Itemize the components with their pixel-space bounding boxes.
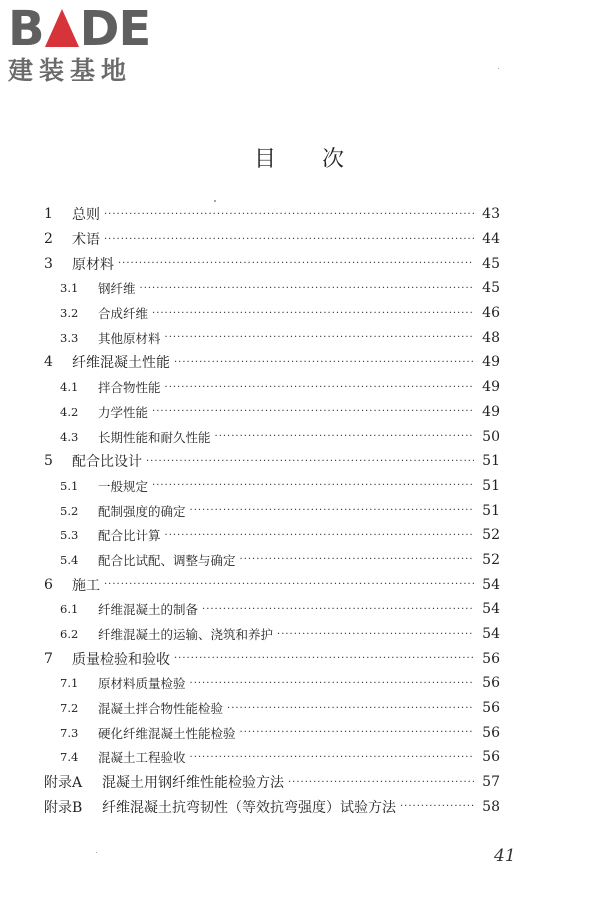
toc-entry: [44, 745, 500, 770]
dot-leader: [400, 801, 474, 812]
toc-entry-title: 配合比计算: [98, 528, 161, 544]
toc-entry: [44, 202, 500, 227]
toc-entry-number: 3.2: [60, 306, 79, 321]
toc-entry-page: 57: [482, 774, 500, 791]
toc-entry: [44, 424, 500, 449]
toc-entry-title: 原材料质量检验: [98, 676, 186, 692]
toc-entry: [44, 325, 500, 350]
toc-entry-page: 44: [482, 231, 500, 248]
dot-leader: [104, 234, 474, 245]
toc-entry-title: 混凝土用钢纤维性能检验方法: [102, 775, 284, 792]
toc-entry-title: 拌合物性能: [98, 380, 161, 396]
toc-entry: [44, 276, 500, 301]
dot-leader: [165, 530, 474, 541]
toc-entry-number: 2: [44, 231, 53, 248]
toc-entry-title: 配制强度的确定: [98, 503, 186, 519]
toc-entry-title: 长期性能和耐久性能: [98, 429, 211, 445]
toc-entry-number: 1: [44, 206, 53, 223]
dot-leader: [190, 678, 474, 689]
toc-entry-number: 7.4: [60, 750, 79, 765]
dot-leader: [190, 505, 474, 516]
toc-entry-number: 4: [44, 354, 53, 371]
page-title: [0, 142, 600, 173]
toc-entry-page: 56: [482, 724, 500, 741]
toc-entry: [44, 572, 500, 597]
toc-entry-page: 54: [482, 626, 500, 643]
toc-entry-number: 4.2: [60, 404, 79, 419]
toc-entry-page: 46: [482, 305, 500, 322]
toc-entry-title: 力学性能: [98, 404, 149, 420]
page-number: 41: [494, 846, 516, 866]
toc-entry-number: 5.2: [60, 503, 79, 518]
dot-leader: [165, 382, 474, 393]
toc-entry-page: 56: [482, 749, 500, 766]
toc-entry-number: 6: [44, 576, 53, 593]
toc-entry: [44, 227, 500, 252]
toc-entry: [44, 523, 500, 548]
bade-logo: [8, 1, 178, 86]
toc-entry-number: 7.1: [60, 676, 79, 691]
toc-entry-number: 3: [44, 255, 53, 272]
dot-leader: [104, 209, 474, 220]
toc-entry-number: 6.1: [60, 602, 79, 617]
scan-speck: [96, 852, 97, 853]
toc-entry-number: 7: [44, 650, 53, 667]
toc-entry: [44, 449, 500, 474]
toc-entry-page: 45: [482, 280, 500, 297]
dot-leader: [165, 332, 474, 343]
toc-entry-page: 48: [482, 329, 500, 346]
toc-entry: [44, 671, 500, 696]
dot-leader: [152, 308, 474, 319]
toc-entry-page: 49: [482, 379, 500, 396]
toc-entry-number: 5.1: [60, 478, 79, 493]
dot-leader: [288, 777, 474, 788]
toc-entry-number: 7.2: [60, 701, 79, 716]
toc-entry-page: 52: [482, 551, 500, 568]
toc-entry: [44, 251, 500, 276]
toc-entry: [44, 474, 500, 499]
toc-entry-title: 配合比试配、调整与确定: [98, 552, 236, 568]
toc-entry-title: 合成纤维: [98, 306, 149, 322]
logo-letters-de: DE: [79, 1, 151, 57]
dot-leader: [174, 357, 474, 368]
toc-entry-page: 54: [482, 576, 500, 593]
toc-entry-page: 43: [482, 206, 500, 223]
dot-leader: [152, 480, 474, 491]
toc-entry-title: 混凝土工程验收: [98, 750, 186, 766]
logo-wordmark: [8, 1, 178, 57]
toc-entry-title: 配合比设计: [72, 454, 142, 471]
dot-leader: [104, 579, 474, 590]
toc-entry: [44, 301, 500, 326]
toc-entry-number: 5.4: [60, 552, 79, 567]
dot-leader: [240, 554, 474, 565]
toc-entry-title: 纤维混凝土的制备: [98, 602, 199, 618]
logo-triangle-icon: [45, 9, 79, 47]
dot-leader: [190, 752, 474, 763]
scan-speck: [214, 200, 216, 202]
dot-leader: [174, 653, 474, 664]
toc-entry-title: 施工: [72, 577, 100, 594]
toc-entry-page: 49: [482, 403, 500, 420]
toc-entry-number: 3.1: [60, 281, 79, 296]
toc-entry: [44, 548, 500, 573]
toc-entry-number: 附录A: [44, 775, 83, 792]
scan-speck: [498, 68, 499, 69]
dot-leader: [240, 727, 474, 738]
toc-entry-title: 其他原材料: [98, 330, 161, 346]
toc-entry-title: 总则: [72, 207, 100, 224]
toc-entry-title: 纤维混凝土抗弯韧性（等效抗弯强度）试验方法: [102, 799, 396, 816]
toc-entry-title: 钢纤维: [98, 281, 136, 297]
toc-entry: [44, 646, 500, 671]
toc-entry: [44, 498, 500, 523]
toc-entry-page: 52: [482, 527, 500, 544]
toc-entry: [44, 400, 500, 425]
title-char-1: 目: [253, 147, 278, 172]
toc-entry: [44, 597, 500, 622]
dot-leader: [140, 283, 474, 294]
toc-entry-number: 6.2: [60, 627, 79, 642]
toc-entry-number: 3.3: [60, 330, 79, 345]
toc-entry-page: 51: [482, 453, 500, 470]
logo-letter-b: B: [8, 1, 44, 57]
toc-entry-title: 质量检验和验收: [72, 651, 170, 668]
table-of-contents: [44, 202, 500, 819]
dot-leader: [215, 431, 474, 442]
logo-subtitle: 建装基地: [8, 56, 133, 85]
toc-entry: [44, 770, 500, 795]
toc-entry-page: 56: [482, 700, 500, 717]
toc-entry-title: 纤维混凝土性能: [72, 355, 170, 372]
toc-entry-page: 50: [482, 428, 500, 445]
toc-entry-number: 5: [44, 453, 53, 470]
toc-entry: [44, 622, 500, 647]
toc-entry: [44, 720, 500, 745]
title-char-2: 次: [322, 147, 347, 172]
toc-entry-number: 附录B: [44, 799, 83, 816]
toc-entry-title: 术语: [72, 232, 100, 249]
toc-entry-page: 45: [482, 255, 500, 272]
toc-entry: [44, 350, 500, 375]
toc-entry-number: 4.1: [60, 380, 79, 395]
toc-entry-page: 56: [482, 650, 500, 667]
toc-entry-page: 49: [482, 354, 500, 371]
dot-leader: [152, 406, 474, 417]
dot-leader: [146, 456, 474, 467]
toc-entry-page: 51: [482, 502, 500, 519]
toc-entry-number: 4.3: [60, 429, 79, 444]
toc-entry-page: 51: [482, 477, 500, 494]
dot-leader: [277, 629, 474, 640]
toc-entry-page: 56: [482, 675, 500, 692]
toc-entry-number: 5.3: [60, 528, 79, 543]
toc-entry-title: 纤维混凝土的运输、浇筑和养护: [98, 627, 274, 643]
dot-leader: [227, 703, 474, 714]
toc-entry-page: 54: [482, 601, 500, 618]
toc-entry-title: 原材料: [72, 256, 114, 273]
dot-leader: [202, 604, 474, 615]
toc-entry-title: 混凝土拌合物性能检验: [98, 701, 224, 717]
toc-entry-page: 58: [482, 798, 500, 815]
toc-entry: [44, 375, 500, 400]
toc-entry-title: 一般规定: [98, 478, 149, 494]
toc-entry: [44, 795, 500, 820]
toc-entry-number: 7.3: [60, 725, 79, 740]
dot-leader: [118, 258, 474, 269]
toc-entry-title: 硬化纤维混凝土性能检验: [98, 725, 236, 741]
toc-entry: [44, 696, 500, 721]
